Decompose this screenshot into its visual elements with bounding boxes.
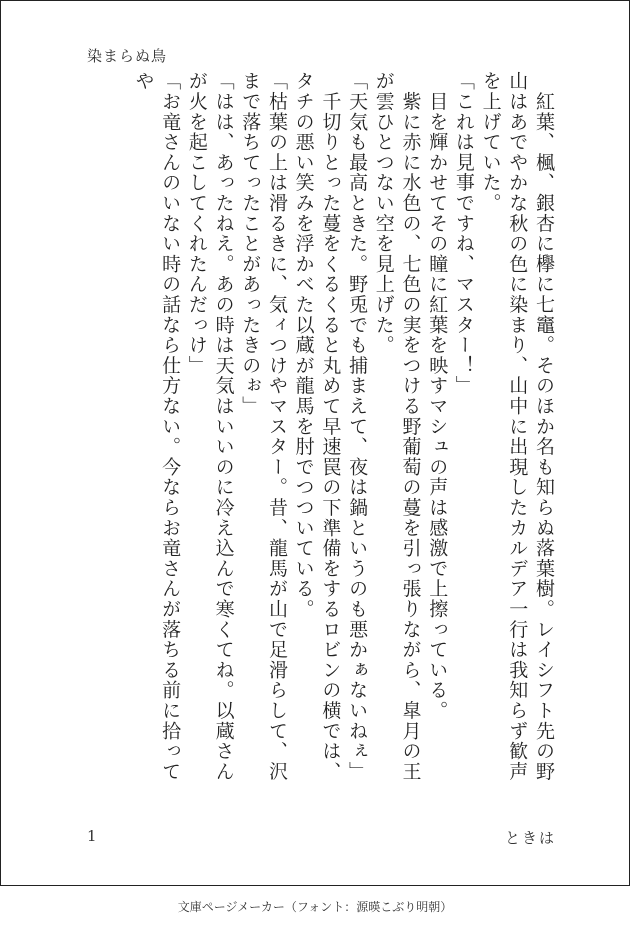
paragraph: 紅葉、楓、銀杏に欅に七竈。そのほか名も知らぬ落葉樹。レイシフト先の野山はあでやかな秋の色に染まり、山中に出現したカルデア一行は我知らず歓声を上げていた。	[479, 71, 555, 782]
paragraph: 目を輝かせてその瞳に紅葉を映すマシュの声は感激で上擦っている。	[426, 71, 449, 721]
page-number: 1	[87, 827, 97, 845]
vertical-body-text	[79, 71, 557, 801]
footer-caption: 文庫ページメーカー（フォント：源暎こぶり明朝）	[177, 900, 453, 914]
paragraph: 「はは、あったねえ。あの時は天気はいいのに冷え込んで寒くてね。以蔵さんが火を起こしてくれたんだっけ」	[185, 71, 235, 782]
paragraph: 「枯葉の上は滑るきに、気ィつけやマスター。昔、龍馬が山で足滑らして、沢まで落ちてったことがあったきのぉ」	[239, 71, 288, 782]
paragraph: 「お竜さんのいない時の話なら仕方ない。今ならお竜さんが落ちる前に拾ってや	[132, 71, 182, 782]
paragraph: 紫に赤に水色の、七色の実をつける野葡萄の蔓を引っ張りながら、皐月の王が雲ひとつない空を見上げた。	[372, 71, 422, 782]
paragraph: 「これは見事ですね、マスター！」	[452, 71, 475, 396]
paragraph: 「天気も最高ときた。野兎でも捕まえて、夜は鍋というのも悪かぁないねぇ」	[346, 71, 369, 782]
running-title: 染まらぬ鳥	[87, 47, 168, 65]
author-name: ときは	[505, 829, 557, 847]
paragraph: 千切りとった蔓をくるくると丸めて早速罠の下準備をするロビンの横では、タチの悪い笑みを浮かべた以蔵が龍馬を肘でつついている。	[292, 71, 342, 782]
